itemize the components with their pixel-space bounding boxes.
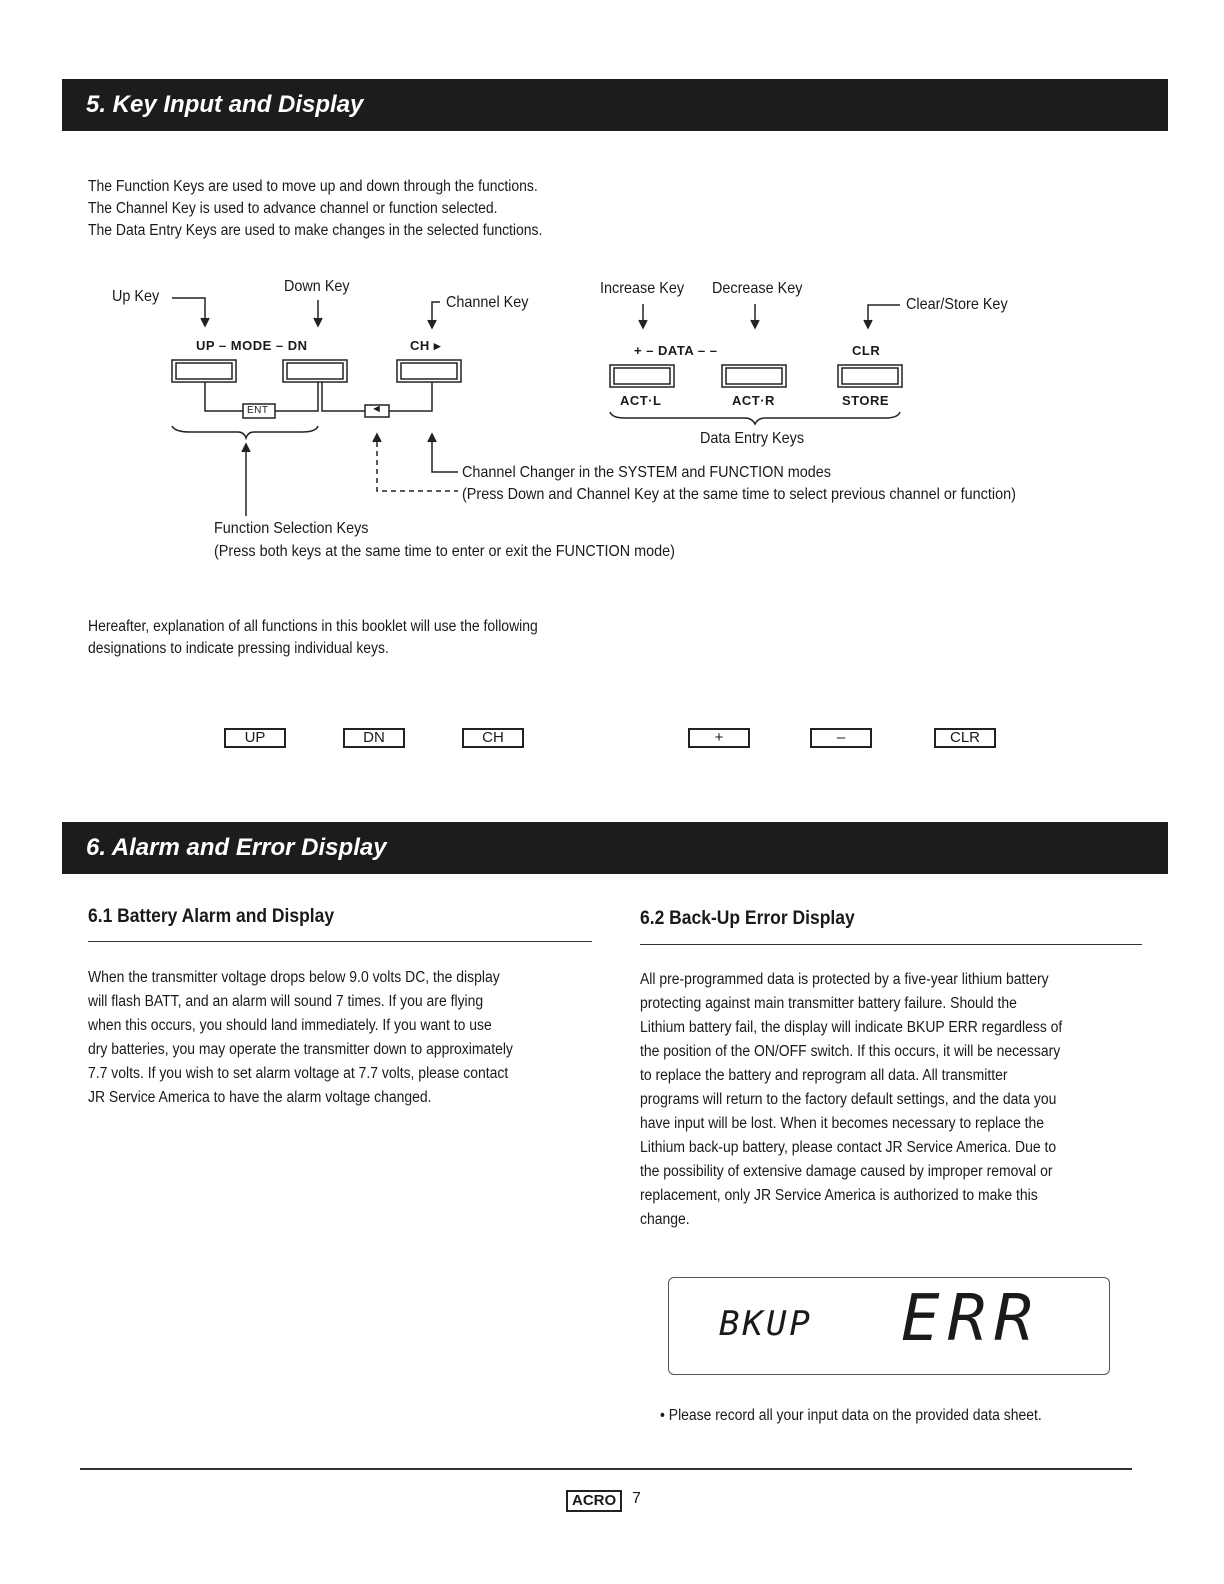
battery-text	[88, 966, 513, 1110]
designation-plus: +	[688, 728, 750, 748]
backup-line: the position of the ON/OFF switch. If this occurs, it will be necessary	[640, 1043, 1061, 1060]
data-entry-keys-label: Data Entry Keys	[700, 430, 805, 447]
hereafter-line-2: designations to indicate pressing individual keys.	[88, 640, 389, 657]
clr-label: CLR	[852, 343, 881, 358]
battery-heading: 6.1 Battery Alarm and Display	[88, 906, 335, 927]
designation-ch: CH	[462, 728, 524, 748]
backup-heading: 6.2 Back-Up Error Display	[640, 908, 855, 929]
battery-line: When the transmitter voltage drops below 9.0 volts DC, the display	[88, 969, 500, 986]
footer-model: ACRO	[566, 1490, 622, 1512]
lcd-display	[668, 1277, 1110, 1375]
section-6-title: 6. Alarm and Error Display	[86, 834, 387, 861]
clear-store-key-label: Clear/Store Key	[906, 296, 1008, 313]
ch-label: CH ▸	[410, 338, 441, 353]
page-number: 7	[632, 1490, 641, 1507]
backup-line: replacement, only JR Service America is authorized to make this	[640, 1187, 1038, 1204]
ent-label: ENT	[247, 405, 269, 416]
battery-line: dry batteries, you may operate the transmitter down to approximately	[88, 1041, 513, 1058]
backup-line: All pre-programmed data is protected by a five-year lithium battery	[640, 971, 1049, 988]
increase-key-label: Increase Key	[600, 280, 685, 297]
designation-minus: –	[810, 728, 872, 748]
backup-line: change.	[640, 1211, 690, 1228]
backup-text	[640, 968, 1062, 1232]
backup-line: protecting against main transmitter battery failure. Should the	[640, 995, 1017, 1012]
decrease-key-label: Decrease Key	[712, 280, 803, 297]
battery-rule	[88, 941, 592, 942]
section-5-title: 5. Key Input and Display	[86, 91, 364, 118]
act-l-label: ACT·L	[620, 393, 662, 408]
hereafter-line-1: Hereafter, explanation of all functions in this booklet will use the following	[88, 618, 538, 635]
backup-line: the possibility of extensive damage caused by improper removal or	[640, 1163, 1053, 1180]
battery-line: JR Service America to have the alarm voltage changed.	[88, 1089, 432, 1106]
channel-key-label: Channel Key	[446, 294, 529, 311]
intro-line-2: The Channel Key is used to advance channel or function selected.	[88, 200, 498, 217]
act-r-label: ACT·R	[732, 393, 775, 408]
battery-line: will flash BATT, and an alarm will sound 7 times. If you are flying	[88, 993, 484, 1010]
up-key-label: Up Key	[112, 288, 160, 305]
lcd-bkup-text: BKUP	[719, 1304, 813, 1344]
designation-up: UP	[224, 728, 286, 748]
footer-rule	[80, 1468, 1132, 1470]
battery-line: when this occurs, you should land immediately. If you want to use	[88, 1017, 492, 1034]
backup-rule	[640, 944, 1142, 945]
designation-clr: CLR	[934, 728, 996, 748]
backup-line: programs will return to the factory default settings, and the data you	[640, 1091, 1057, 1108]
backup-line: Lithium battery fail, the display will indicate BKUP ERR regardless of	[640, 1019, 1063, 1036]
designation-dn: DN	[343, 728, 405, 748]
store-label: STORE	[842, 393, 890, 408]
channel-changer-label: Channel Changer in the SYSTEM and FUNCTION modes	[462, 464, 831, 481]
mode-label: UP – MODE – DN	[196, 338, 308, 353]
hereafter-text	[88, 616, 538, 660]
key-diagram-lines	[0, 0, 1224, 600]
section-6-banner	[62, 822, 1168, 874]
record-note: • Please record all your input data on the provided data sheet.	[660, 1407, 1042, 1424]
press-down-note: (Press Down and Channel Key at the same time to select previous channel or function)	[462, 486, 1016, 503]
function-selection-note: (Press both keys at the same time to enter or exit the FUNCTION mode)	[214, 543, 675, 560]
function-selection-label: Function Selection Keys	[214, 520, 369, 537]
enter-arrow-icon: ◄	[371, 403, 383, 415]
backup-line: to replace the battery and reprogram all data. All transmitter	[640, 1067, 1008, 1084]
data-label: + – DATA – –	[634, 343, 718, 358]
battery-line: 7.7 volts. If you wish to set alarm voltage at 7.7 volts, please contact	[88, 1065, 509, 1082]
intro-line-3: The Data Entry Keys are used to make changes in the selected functions.	[88, 222, 543, 239]
down-key-label: Down Key	[284, 278, 350, 295]
lcd-err-text: ERR	[901, 1282, 1041, 1356]
backup-line: Lithium back-up battery, please contact JR Service America. Due to	[640, 1139, 1057, 1156]
backup-line: have input will be lost. When it becomes necessary to replace the	[640, 1115, 1044, 1132]
intro-line-1: The Function Keys are used to move up and down through the functions.	[88, 178, 538, 195]
